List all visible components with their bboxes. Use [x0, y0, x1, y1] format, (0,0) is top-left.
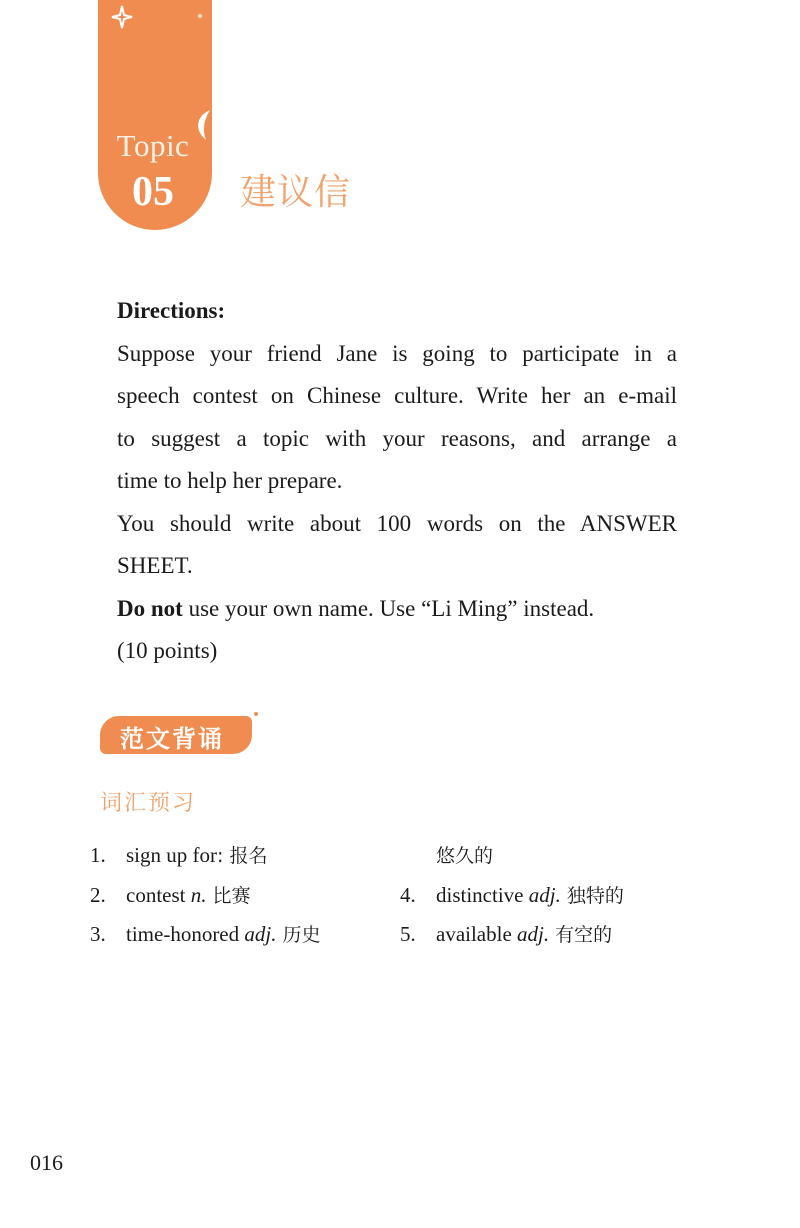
vocab-number: 2. [90, 882, 106, 907]
do-not-emphasis: Do not [117, 595, 183, 621]
directions-block [117, 290, 677, 673]
badge-dot-icon [254, 712, 258, 716]
vocab-meaning: 独特的 [560, 884, 624, 907]
vocab-term: sign up for [126, 843, 217, 867]
vocab-number: 3. [90, 922, 106, 946]
vocab-meaning: : 报名 [217, 845, 268, 867]
vocab-item [400, 876, 624, 916]
vocab-pos: n. [190, 882, 207, 907]
directions-heading: Directions: [117, 298, 226, 323]
word-count-line: You should write about 100 words on the ANSWER [117, 510, 677, 536]
vocab-meaning-continued: 悠久的 [436, 845, 494, 867]
topic-title: 建议信 [240, 172, 352, 213]
vocab-pos: adj. [517, 922, 550, 946]
vocab-number: 4. [400, 882, 416, 907]
vocab-pos: adj. [244, 922, 277, 946]
vocab-pos: adj. [528, 882, 561, 907]
dot-icon [198, 14, 202, 18]
topic-tab [98, 0, 212, 230]
vocab-list-right [400, 836, 624, 955]
vocab-list-left [90, 836, 321, 955]
directions-line: to suggest a topic with your reasons, and arrange a [117, 425, 677, 451]
points-note: (10 points) [117, 638, 218, 663]
directions-line: Suppose your friend Jane is going to participate in a [117, 340, 677, 366]
sparkle-icon [110, 4, 134, 30]
section-badge-label: 范文背诵 [120, 725, 224, 753]
vocab-item-continuation [400, 836, 624, 876]
name-instruction [117, 588, 677, 631]
topic-number: 05 [132, 169, 174, 215]
vocab-item [90, 836, 321, 876]
name-instruction-text: use your own name. Use “Li Ming” instead. [182, 595, 595, 621]
vocab-number: 5. [400, 922, 416, 946]
vocab-number: 1. [90, 843, 106, 867]
section-badge [100, 716, 252, 754]
vocab-meaning: 比赛 [206, 884, 251, 907]
topic-label: Topic [116, 128, 190, 163]
vocab-term: available [436, 922, 518, 946]
vocab-meaning: 有空的 [549, 924, 613, 946]
vocab-term: distinctive [436, 882, 529, 907]
vocab-term: contest [126, 882, 191, 907]
vocab-item [90, 876, 321, 916]
vocab-item [90, 915, 321, 955]
vocab-meaning: 历史 [276, 924, 321, 946]
vocab-heading: 词汇预习 [100, 791, 197, 816]
word-count-line-end: SHEET. [117, 553, 193, 578]
directions-line: speech contest on Chinese culture. Write her an e-mail [117, 383, 677, 408]
page-number: 016 [30, 1150, 63, 1175]
vocab-item [400, 915, 624, 955]
directions-line: time to help her prepare. [117, 468, 343, 493]
vocab-term: time-honored [126, 922, 245, 946]
